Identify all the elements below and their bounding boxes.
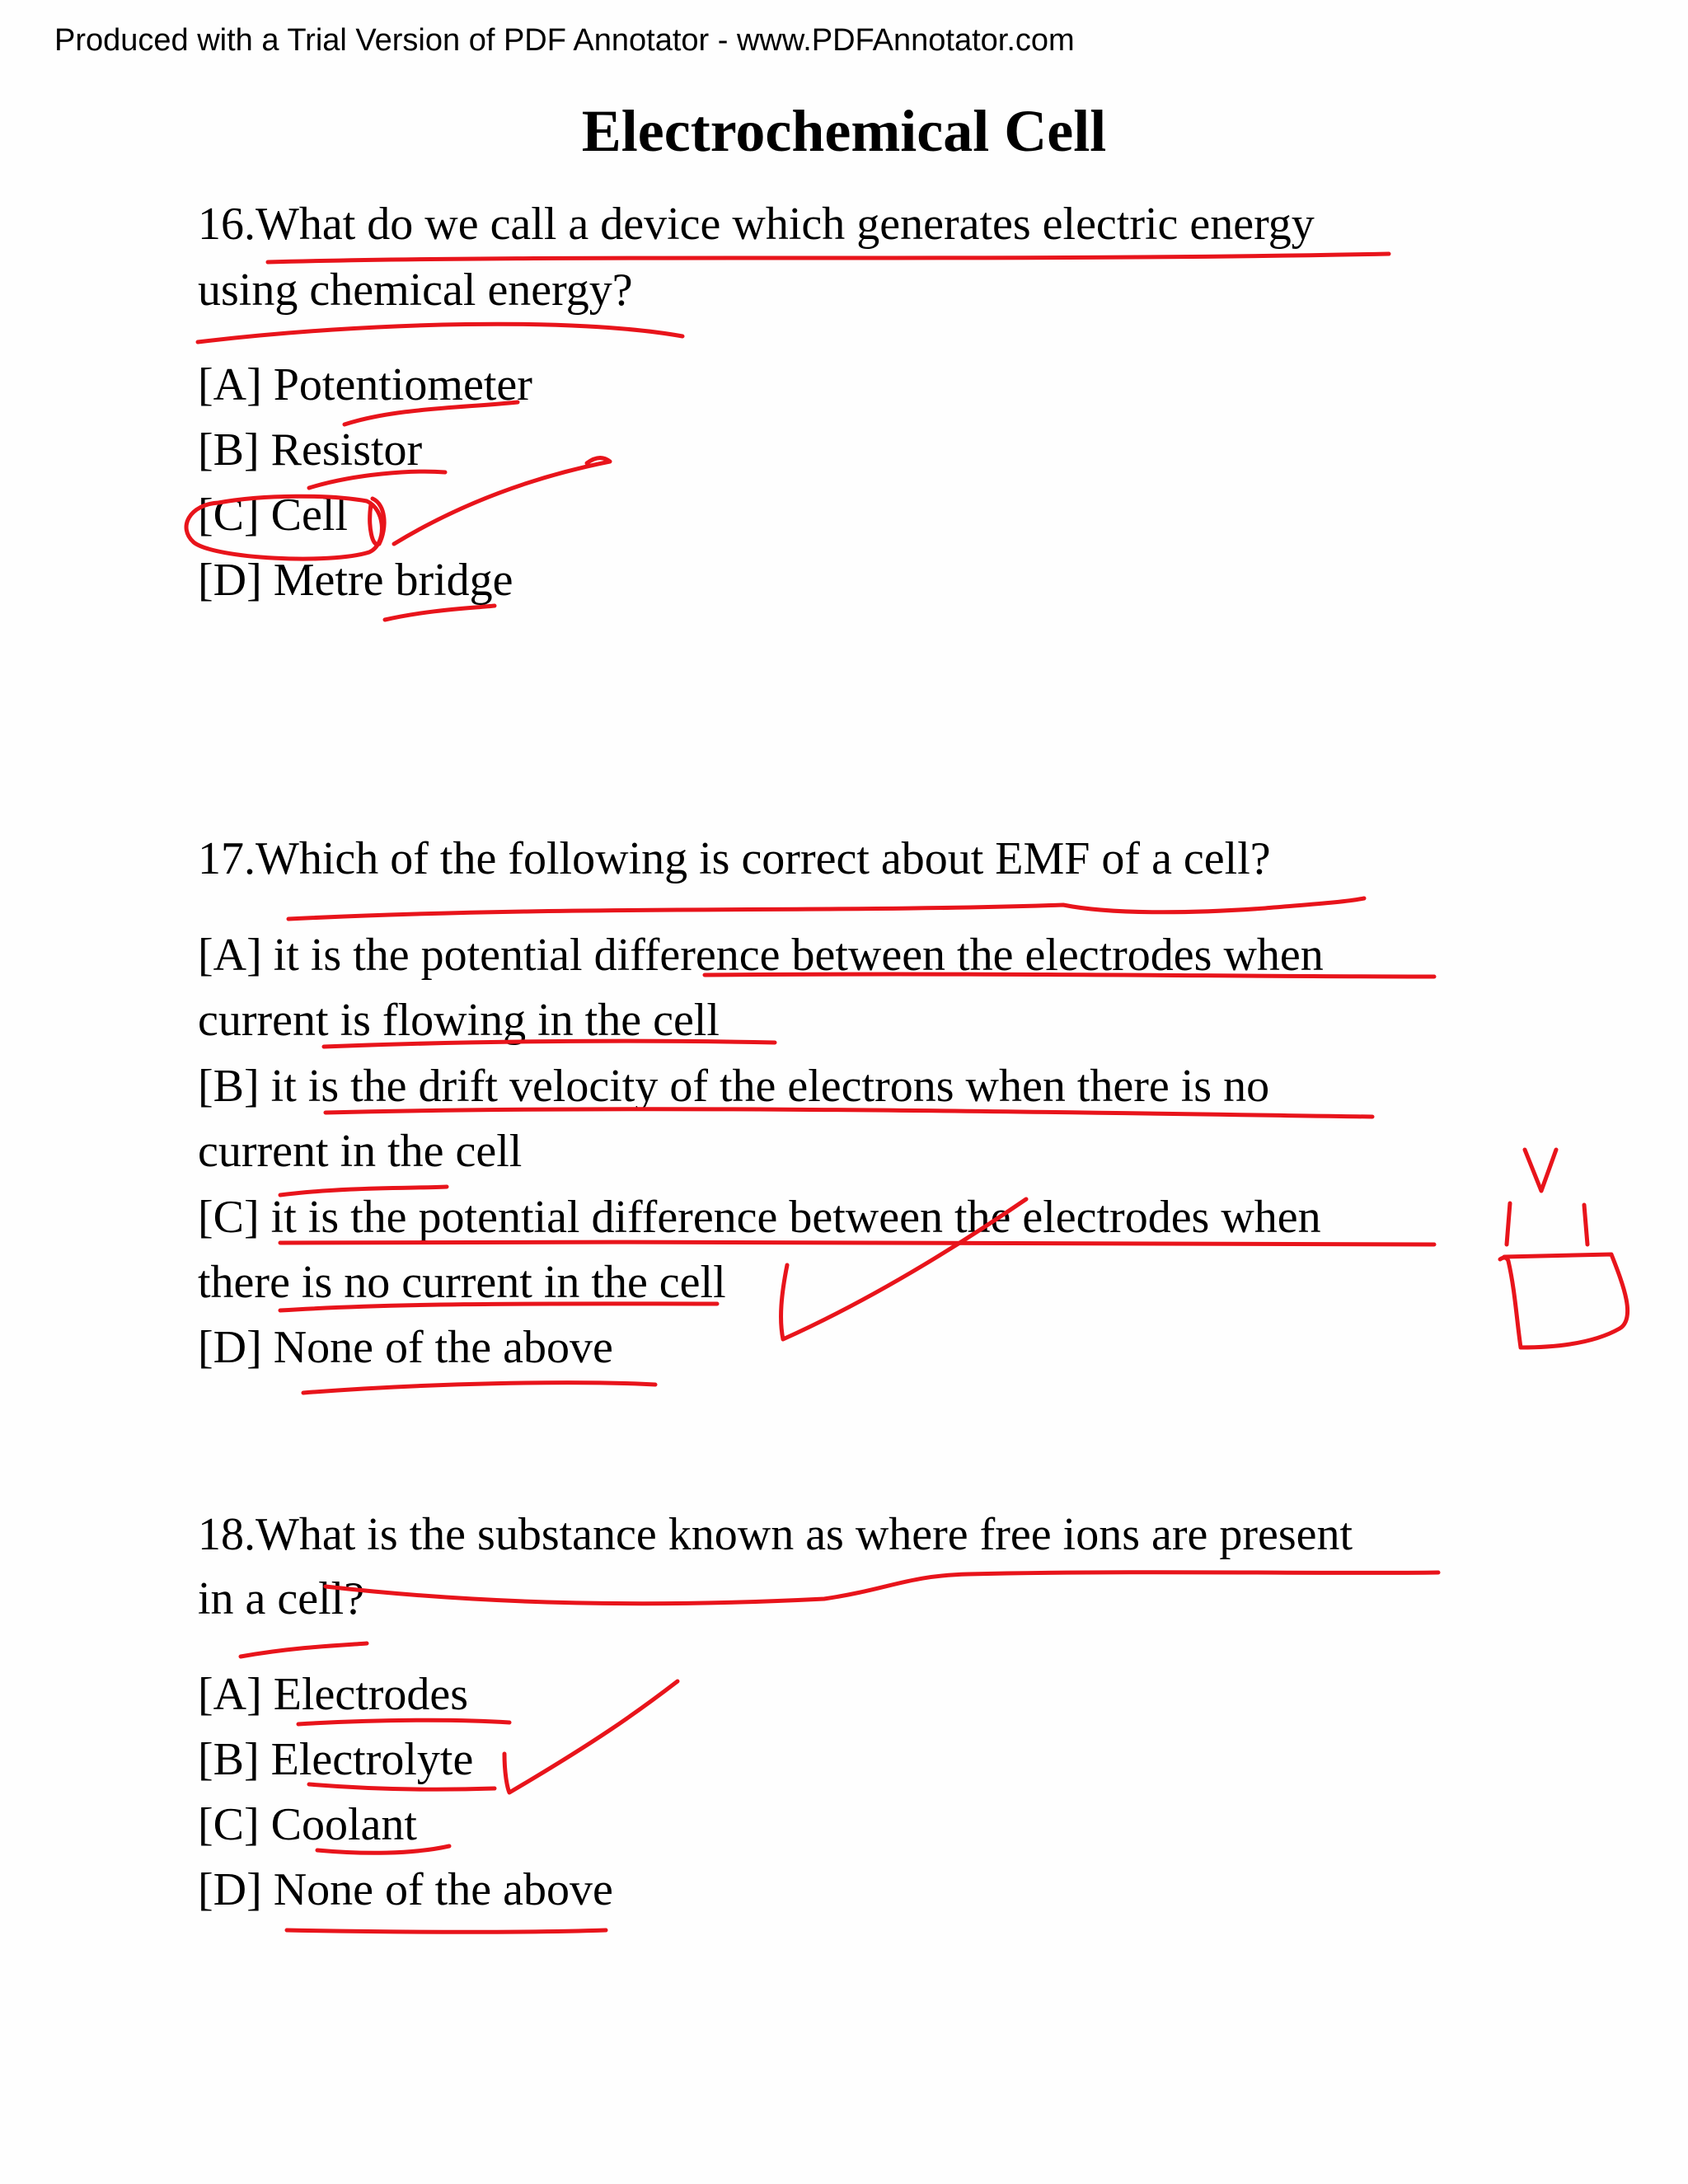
question-16-option-d: [D] Metre bridge <box>198 555 513 606</box>
question-17-option-c-line-2: there is no current in the cell <box>198 1257 726 1308</box>
question-18-option-d: [D] None of the above <box>198 1864 613 1915</box>
question-17-option-b-line-1: [B] it is the drift velocity of the electrons when there is no <box>198 1061 1270 1112</box>
underline-q18-option-d <box>287 1930 606 1932</box>
margin-doodle-box <box>1500 1254 1628 1347</box>
underline-q17-option-d <box>303 1383 655 1393</box>
underline-q16-option-d <box>385 606 495 620</box>
question-17-text-line-1: 17.Which of the following is correct about EMF of a cell? <box>198 833 1271 884</box>
margin-doodle-bar-left <box>1507 1203 1510 1244</box>
margin-doodle-bar-right <box>1584 1205 1587 1244</box>
question-16-option-b: [B] Resistor <box>198 424 423 476</box>
question-16-option-c: [C] Cell <box>198 490 348 541</box>
check-mark-q16 <box>394 458 610 544</box>
bracket-q16-answer-c <box>370 499 384 545</box>
question-18-option-c: [C] Coolant <box>198 1799 417 1850</box>
underline-q18-line-1 <box>326 1572 1438 1604</box>
underline-q16-line-2 <box>198 324 682 342</box>
question-17-option-d: [D] None of the above <box>198 1322 613 1373</box>
question-17-option-c-line-1: [C] it is the potential difference between the electrodes when <box>198 1192 1321 1243</box>
underline-q16-line-1 <box>268 254 1389 262</box>
underline-q17-question <box>288 898 1364 919</box>
question-17-option-b-line-2: current in the cell <box>198 1126 523 1177</box>
question-17-option-a-line-1: [A] it is the potential difference between the electrodes when <box>198 930 1324 981</box>
question-16-text-line-1: 16.What do we call a device which generates electric energy <box>198 199 1315 250</box>
question-18-option-a: [A] Electrodes <box>198 1669 469 1720</box>
document-title: Electrochemical Cell <box>581 98 1107 164</box>
question-16-option-a: [A] Potentiometer <box>198 359 532 410</box>
underline-q18-line-2 <box>241 1643 367 1657</box>
margin-doodle-tick <box>1525 1150 1556 1191</box>
question-18-option-b: [B] Electrolyte <box>198 1734 474 1785</box>
trial-version-banner: Produced with a Trial Version of PDF Annotator - www.PDFAnnotator.com <box>54 23 1075 58</box>
check-mark-q18 <box>504 1681 678 1793</box>
question-18-text-line-1: 18.What is the substance known as where free ions are present <box>198 1509 1353 1560</box>
question-18-text-line-2: in a cell? <box>198 1573 365 1624</box>
question-16-text-line-2: using chemical energy? <box>198 265 633 316</box>
question-17-option-a-line-2: current is flowing in the cell <box>198 995 720 1046</box>
